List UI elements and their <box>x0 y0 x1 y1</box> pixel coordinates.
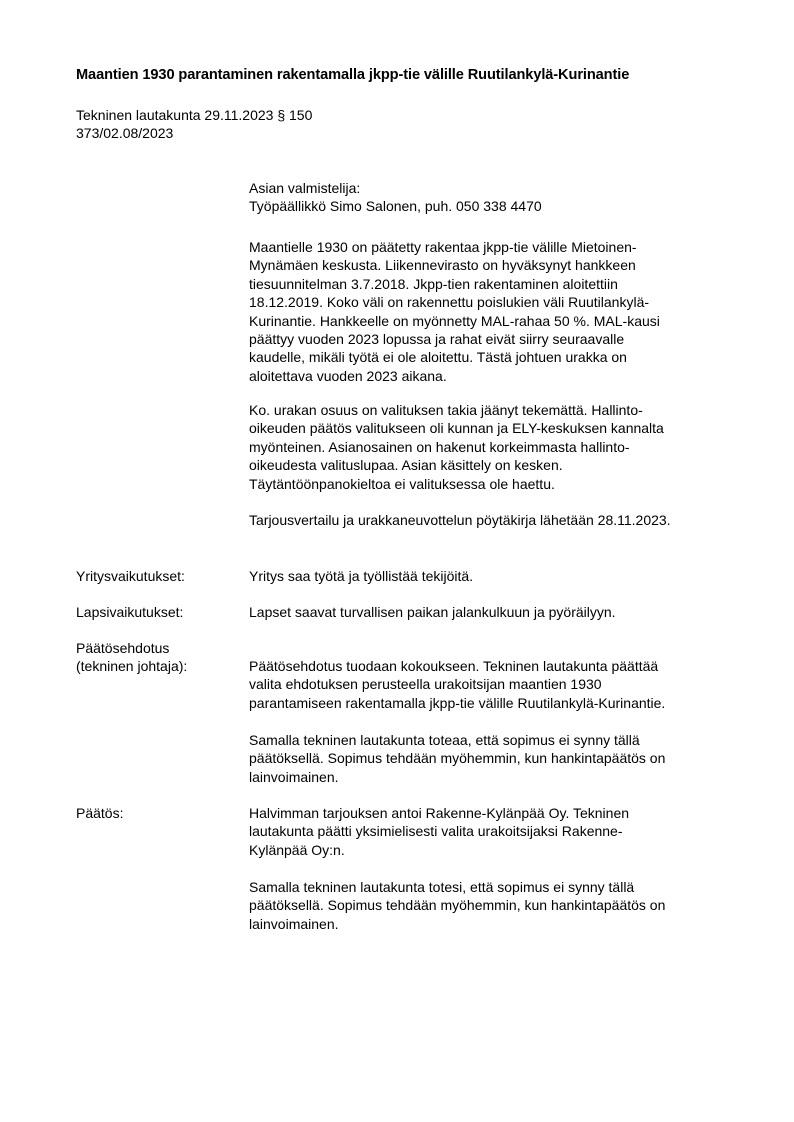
paragraph-background <box>249 238 749 385</box>
text-line: Halvimman tarjouksen antoi Rakenne-Kylänpää Oy. Tekninen <box>249 805 630 821</box>
section-label-lapsivaikutukset: Lapsivaikutukset: <box>76 604 184 620</box>
section-text-paatos-2 <box>249 878 749 933</box>
section-text-paatos <box>249 804 749 859</box>
text-line: Päätösehdotus tuodaan kokoukseen. Tekninen lautakunta päättää <box>249 658 659 674</box>
section-label-paatos: Päätös: <box>76 805 124 821</box>
label-line: (tekninen johtaja): <box>76 658 188 675</box>
text-line: Täytäntöönpanokieltoa ei valituksessa ole haettu. <box>249 475 555 492</box>
text-line: Maantielle 1930 on päätetty rakentaa jkpp-tie välille Mietoinen- <box>249 239 637 255</box>
document-title: Maantien 1930 parantaminen rakentamalla jkpp-tie välille Ruutilankylä-Kurinantie <box>76 67 630 83</box>
text-line: päättyy vuoden 2023 lopussa ja rahat eivät siirry seuraavalle <box>249 331 625 348</box>
section-text-lapsivaikutukset <box>249 603 749 621</box>
paragraph-appeal <box>249 401 749 493</box>
text-line: Mynämäen keskusta. Liikennevirasto on hyväksynyt hankkeen <box>249 257 636 274</box>
section-text-paatosehdotus <box>249 657 749 712</box>
text-line: Lapset saavat turvallisen paikan jalankulkuun ja pyöräilyyn. <box>249 604 616 620</box>
text-line: Kylänpää Oy:n. <box>249 841 345 858</box>
text-line: 18.12.2019. Koko väli on rakennettu poislukien väli Ruutilankylä- <box>249 294 650 311</box>
paragraph-tender <box>249 511 749 529</box>
text-line: päätöksellä. Sopimus tehdään myöhemmin, kun hankintapäätös on <box>249 897 666 914</box>
text-line: oikeuden päätös valitukseen oli kunnan ja ELY-keskuksen kannalta <box>249 420 664 437</box>
preparer-name: Työpäällikkö Simo Salonen, puh. 050 338 4470 <box>249 198 542 215</box>
text-line: aloitettava vuoden 2023 aikana. <box>249 367 447 384</box>
section-label-paatosehdotus <box>76 639 187 676</box>
text-line: parantamiseen rakentamalla jkpp-tie välille Ruutilankylä-Kurinantie. <box>249 694 666 711</box>
text-line: Tarjousvertailu ja urakkaneuvottelun pöytäkirja lähetään 28.11.2023. <box>249 512 671 528</box>
text-line: oikeudesta valituslupaa. Asian käsittely on kesken. <box>249 457 563 474</box>
text-line: myönteinen. Asianosainen on hakenut korkeimmasta hallinto- <box>249 438 630 455</box>
reference-number: 373/02.08/2023 <box>76 125 174 141</box>
text-line: lainvoimainen. <box>249 915 339 932</box>
text-line: kaudelle, mikäli työtä ei ole aloitettu. Tästä johtuen urakka on <box>249 349 627 366</box>
text-line: valita ehdotuksen perusteella urakoitsijan maantien 1930 <box>249 676 602 693</box>
text-line: Yritys saa työtä ja työllistää tekijöitä. <box>249 568 474 584</box>
label-line: Päätösehdotus <box>76 640 170 656</box>
text-line: Samalla tekninen lautakunta toteaa, että sopimus ei synny tällä <box>249 732 640 748</box>
text-line: Kurinantie. Hankkeelle on myönnetty MAL-rahaa 50 %. MAL-kausi <box>249 312 660 329</box>
text-line: Ko. urakan osuus on valituksen takia jäänyt tekemättä. Hallinto- <box>249 402 643 418</box>
text-line: lainvoimainen. <box>249 768 339 785</box>
section-label-yritysvaikutukset: Yritysvaikutukset: <box>76 568 185 584</box>
meeting-info: Tekninen lautakunta 29.11.2023 § 150 <box>76 107 313 123</box>
text-line: lautakunta päätti yksimielisesti valita urakoitsijaksi Rakenne- <box>249 823 623 840</box>
text-line: Samalla tekninen lautakunta totesi, että sopimus ei synny tällä <box>249 879 635 895</box>
text-line: päätöksellä. Sopimus tehdään myöhemmin, kun hankintapäätös on <box>249 750 666 767</box>
text-line: tiesuunnitelman 3.7.2018. Jkpp-tien rakentaminen aloitettiin <box>249 275 618 292</box>
preparer-label: Asian valmistelija: <box>249 180 361 196</box>
preparer-block <box>249 179 749 216</box>
section-text-yritysvaikutukset <box>249 567 749 585</box>
section-text-paatosehdotus-2 <box>249 731 749 786</box>
